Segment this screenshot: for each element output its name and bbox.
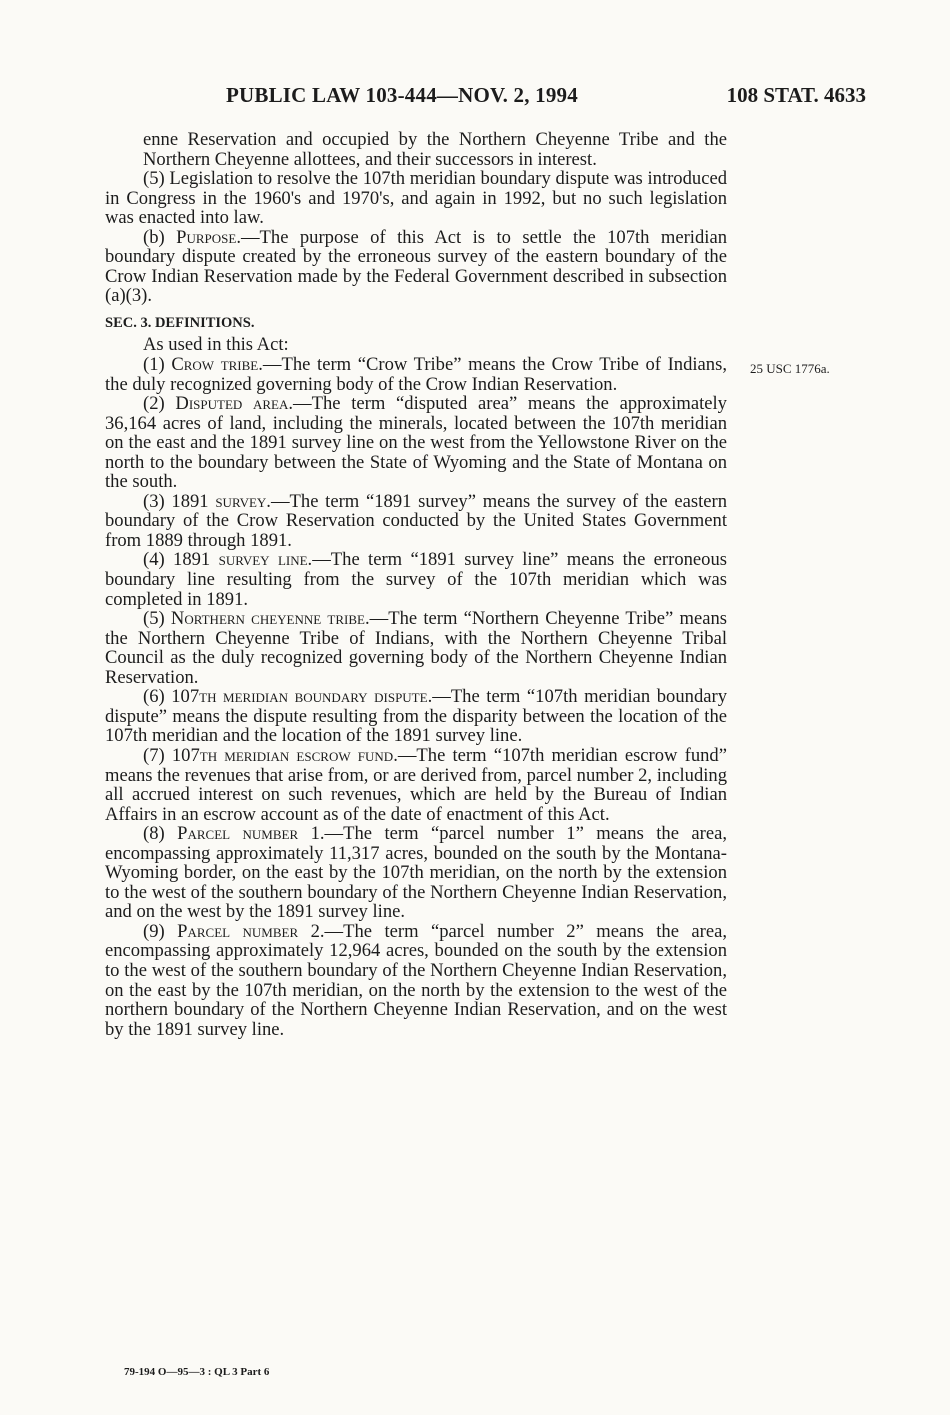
usc-margin-note: 25 USC 1776a. (750, 361, 830, 376)
print-footer: 79-194 O—95—3 : QL 3 Part 6 (124, 1366, 270, 1378)
finding-5: (5) Legislation to resolve the 107th meridian boundary dispute was introduced in Congress in the 1960's and 1970's, and again in 1992, but no such legislation was enacted into law. (105, 168, 727, 229)
definition-9: (9) Parcel number 2.—The term “parcel number 2” means the area, encompassing approximately 12,964 acres, bounded on the south by the extension to the west of the southern boundary of the Northern Cheyenne Indian Reservation, on the east by the 107th meridian, on the north by the extension to the west of the northern boundary of the Northern Cheyenne Indian Reservation, and on the west by the 1891 survey line. (105, 920, 727, 1040)
subsection-b-purpose (105, 228, 727, 306)
definition-7: (7) 107th meridian escrow fund.—The term “107th meridian escrow fund” means the revenues that arise from, or are derived from, parcel number 2, including all accrued interest on such revenues, which are held by the Bureau of Indian Affairs in an escrow account as of the date of enactment of this Act. (105, 744, 727, 825)
section-heading: SEC. 3. DEFINITIONS. (105, 314, 255, 331)
definition-1: (1) Crow tribe.—The term “Crow Tribe” means the Crow Tribe of Indians, the duly recognized governing body of the Crow Indian Reservation. (105, 354, 727, 395)
continued-paragraph: enne Reservation and occupied by the Northern Cheyenne Tribe and the Northern Cheyenne allottees, and their successors in interest. (143, 129, 727, 170)
definition-4: (4) 1891 survey line.—The term “1891 survey line” means the erroneous boundary line resulting from the survey of the 107th meridian which was completed in 1891. (105, 549, 727, 610)
running-header-title: PUBLIC LAW 103-444—NOV. 2, 1994 (226, 83, 578, 107)
subsection-b-label: (b) (143, 226, 177, 248)
definition-3: (3) 1891 survey.—The term “1891 survey” means the survey of the eastern boundary of the Crow Reservation conducted by the United States Government from 1889 through 1891. (105, 490, 727, 551)
law-body (105, 130, 727, 1039)
subsection-b-text: .—The purpose of this Act is to settle the 107th meridian boundary dispute created by the erroneous survey of the eastern boundary of the Crow Indian Reservation made by the Federal Government described in subsection (a)(3). (105, 226, 727, 307)
subsection-b-term: Purpose (176, 226, 237, 248)
definition-5: (5) Northern cheyenne tribe.—The term “Northern Cheyenne Tribe” means the Northern Cheyenne Tribe of Indians, with the Northern Cheyenne Tribal Council as the duly recognized governing body of the Northern Cheyenne Indian Reservation. (105, 608, 727, 688)
definition-8: (8) Parcel number 1.—The term “parcel number 1” means the area, encompassing approximately 11,317 acres, bounded on the south by the Montana-Wyoming border, on the east by the 107th meridian, on the north by the extension to the west of the southern boundary of the Northern Cheyenne Indian Reservation, and on the west by the 1891 survey line. (105, 823, 727, 923)
definitions-intro: As used in this Act: (143, 334, 289, 356)
definition-6: (6) 107th meridian boundary dispute.—The term “107th meridian boundary dispute” means the dispute resulting from the disparity between the location of the 107th meridian and the location of the 1891 survey line. (105, 686, 727, 747)
definition-2: (2) Disputed area.—The term “disputed area” means the approximately 36,164 acres of land, including the minerals, located between the 107th meridian on the east and the 1891 survey line on the west from the Yellowstone River on the north to the boundary between the State of Wyoming and the State of Montana on the south. (105, 393, 727, 493)
stat-page-number: 108 STAT. 4633 (726, 83, 866, 107)
